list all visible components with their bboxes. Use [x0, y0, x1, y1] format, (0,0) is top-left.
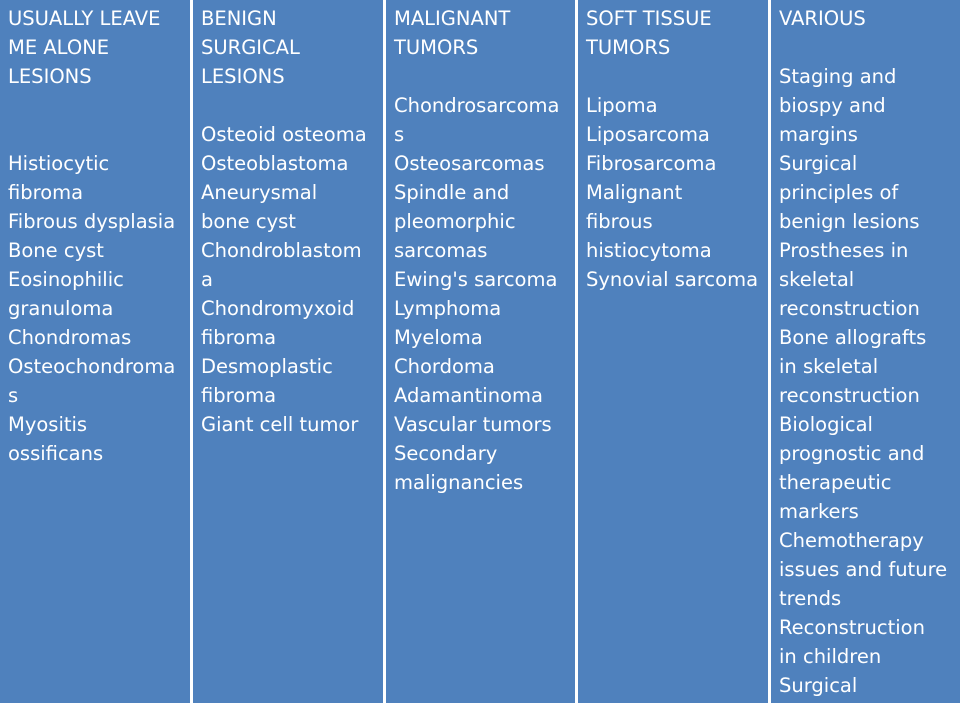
column-soft-tissue-tumors [578, 0, 768, 703]
list-item: granuloma [8, 297, 114, 320]
list-item: trends [779, 587, 842, 610]
list-item: in skeletal [779, 355, 879, 378]
column-heading-line: TUMORS [394, 36, 479, 59]
list-item: fibroma [8, 181, 84, 204]
topic-list [779, 62, 956, 700]
column-malignant-tumors [386, 0, 575, 703]
tumor-list [394, 91, 571, 497]
list-item: pleomorphic [394, 210, 516, 233]
column-heading-line: SOFT TISSUE [586, 7, 712, 30]
column-heading-line: MALIGNANT [394, 7, 511, 30]
list-item: Fibrosarcoma [586, 152, 717, 175]
list-item: Adamantinoma [394, 384, 543, 407]
list-item: Bone cyst [8, 239, 104, 262]
column-heading-line: TUMORS [586, 36, 671, 59]
list-item: Synovial sarcoma [586, 268, 759, 291]
list-item: malignancies [394, 471, 524, 494]
list-item: principles of [779, 181, 899, 204]
column-heading-line: LESIONS [201, 65, 285, 88]
list-item: Giant cell tumor [201, 413, 359, 436]
tumor-list [586, 91, 764, 294]
list-item: Ewing's sarcoma [394, 268, 558, 291]
list-item: ossificans [8, 442, 104, 465]
column-heading-line: SURGICAL [201, 36, 300, 59]
list-item: Osteosarcomas [394, 152, 545, 175]
column-heading-line: LESIONS [8, 65, 92, 88]
list-item: reconstruction [779, 297, 920, 320]
list-item: Surgical [779, 152, 858, 175]
column-heading-line: BENIGN [201, 7, 277, 30]
list-item: margins [779, 123, 858, 146]
list-item: Chondromyxoid [201, 297, 355, 320]
list-item: Vascular tumors [394, 413, 552, 436]
list-item: Desmoplastic [201, 355, 333, 378]
list-item: Fibrous dysplasia [8, 210, 176, 233]
list-item: Osteoid osteoma [201, 123, 367, 146]
list-item: Spindle and [394, 181, 510, 204]
column-heading-line: VARIOUS [779, 7, 866, 30]
list-item: Chondroblastom [201, 239, 362, 262]
list-item: reconstruction [779, 384, 920, 407]
list-item: benign lesions [779, 210, 920, 233]
list-item: Surgical [779, 674, 858, 697]
list-item: fibroma [201, 384, 277, 407]
list-item: prognostic and [779, 442, 925, 465]
list-item: Reconstruction [779, 616, 925, 639]
list-item: s [394, 123, 405, 146]
list-item: sarcomas [394, 239, 488, 262]
column-heading-line: USUALLY LEAVE [8, 7, 161, 30]
list-item: Lipoma [586, 94, 658, 117]
lesion-list [201, 120, 379, 439]
list-item: Chemotherapy [779, 529, 924, 552]
list-item: Biological [779, 413, 873, 436]
list-item: Liposarcoma [586, 123, 710, 146]
list-item: Osteochondroma [8, 355, 176, 378]
list-item: Malignant [586, 181, 683, 204]
list-item: Myeloma [394, 326, 483, 349]
heading-gap [8, 91, 186, 149]
list-item: s [8, 384, 19, 407]
heading-gap [586, 62, 764, 91]
list-item: in children [779, 645, 882, 668]
list-item: Chordoma [394, 355, 495, 378]
list-item: Chondromas [8, 326, 132, 349]
list-item: Aneurysmal [201, 181, 318, 204]
list-item: a [201, 268, 213, 291]
list-item: Lymphoma [394, 297, 502, 320]
list-item: biospy and [779, 94, 886, 117]
heading-gap [394, 62, 571, 91]
list-item: Prostheses in [779, 239, 909, 262]
list-item: histiocytoma [586, 239, 712, 262]
list-item: bone cyst [201, 210, 296, 233]
lesion-list [8, 149, 186, 468]
list-item: Bone allografts [779, 326, 927, 349]
list-item: markers [779, 500, 859, 523]
list-item: Myositis [8, 413, 88, 436]
heading-gap [201, 91, 379, 120]
list-item: Chondrosarcoma [394, 94, 560, 117]
list-item: Secondary [394, 442, 498, 465]
list-item: skeletal [779, 268, 855, 291]
column-heading-line: ME ALONE [8, 36, 110, 59]
list-item: Histiocytic [8, 152, 110, 175]
list-item: Eosinophilic [8, 268, 124, 291]
column-benign-surgical [193, 0, 383, 703]
list-item: fibrous [586, 210, 653, 233]
list-item: fibroma [201, 326, 277, 349]
list-item: Staging and [779, 65, 897, 88]
column-various [771, 0, 960, 703]
list-item: issues and future [779, 558, 948, 581]
list-item: Osteoblastoma [201, 152, 349, 175]
heading-gap [779, 33, 956, 62]
list-item: therapeutic [779, 471, 892, 494]
column-usually-leave-me-alone [0, 0, 190, 703]
